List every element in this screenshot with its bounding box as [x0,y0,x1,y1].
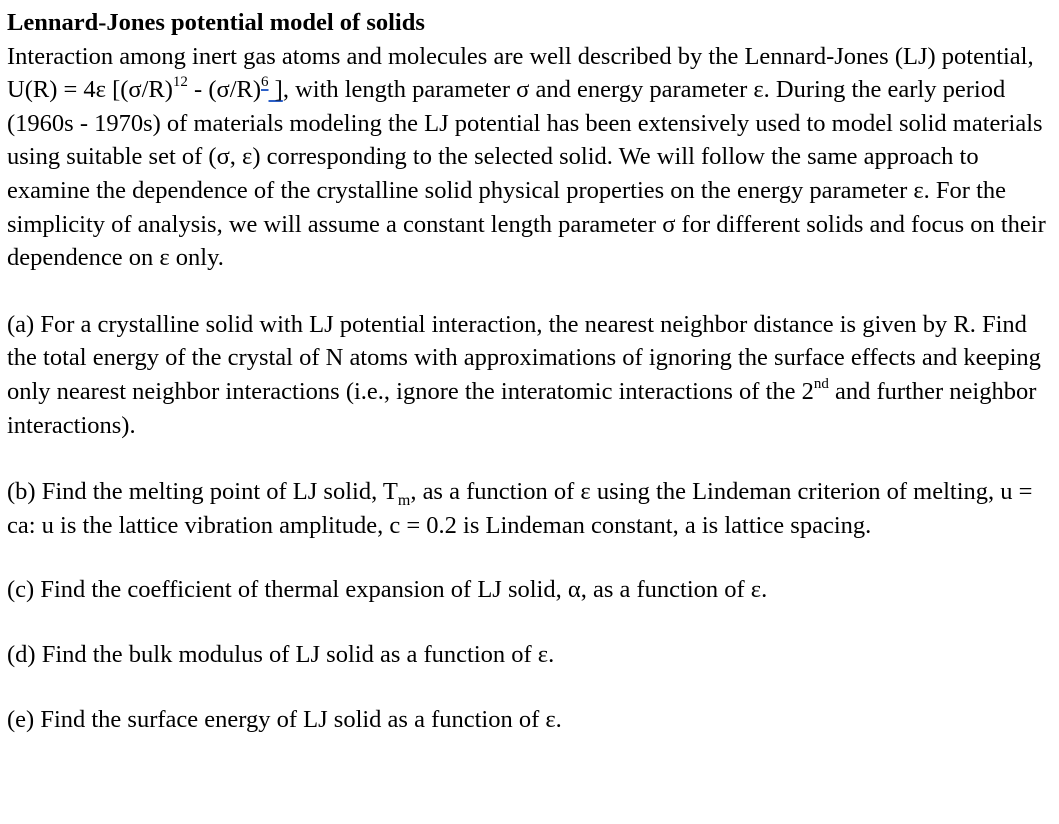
question-c: (c) Find the coefficient of thermal expansion of LJ solid, α, as a function of ε. [7,576,768,604]
intro-text-3: , with length parameter σ and energy parameter ε. During the early period (1960s - 1970s) of materials modeling the LJ potential has been extensively used to model solid materials using suitable set of (σ, ε) corresponding to the selected solid. We will follow the same approach to examine the dependence of the crystalline solid physical properties on the energy parameter ε. For the simplicity of analysis, we will assume a constant length parameter σ for different solids and focus on their dependence on ε only. [7,76,1046,272]
question-d: (d) Find the bulk modulus of LJ solid as a function of ε. [7,640,555,668]
question-b-text-2: , as a function of ε using the Lindeman criterion of melting, u = ca: u is the lattice vibration amplitude, c = 0.2 is Lindeman constant, a is lattice spacing. [7,478,1033,539]
intro-bracket: ] [268,76,283,104]
question-b [7,475,1055,542]
ordinal-superscript: nd [813,375,829,392]
document-body [7,6,1055,736]
question-b-text-1: (b) Find the melting point of LJ solid, T [7,478,398,506]
exponent-12: 12 [172,74,188,91]
melting-subscript: m [397,492,411,510]
question-e: (e) Find the surface energy of LJ solid as a function of ε. [7,705,562,733]
intro-paragraph [7,40,1055,275]
intro-text-2: - (σ/R) [187,76,262,104]
question-a [7,308,1055,442]
intro-text-1: Interaction among inert gas atoms and molecules are well described by the Lennard-Jones (LJ) potential, U(R) = 4ε [(σ/R) [7,42,1034,104]
question-a-text-2: and further neighbor interactions). [7,377,1037,439]
exponent-6: 6 [261,74,269,91]
question-a-text-1: (a) For a crystalline solid with LJ potential interaction, the nearest neighbor distance is given by R. Find the total energy of the crystal of N atoms with approximations of ignoring the surface effects and keeping only nearest neighbor interactions (i.e., ignore the interatomic interactions of the 2 [7,310,1041,405]
document-title: Lennard-Jones potential model of solids [7,9,425,36]
